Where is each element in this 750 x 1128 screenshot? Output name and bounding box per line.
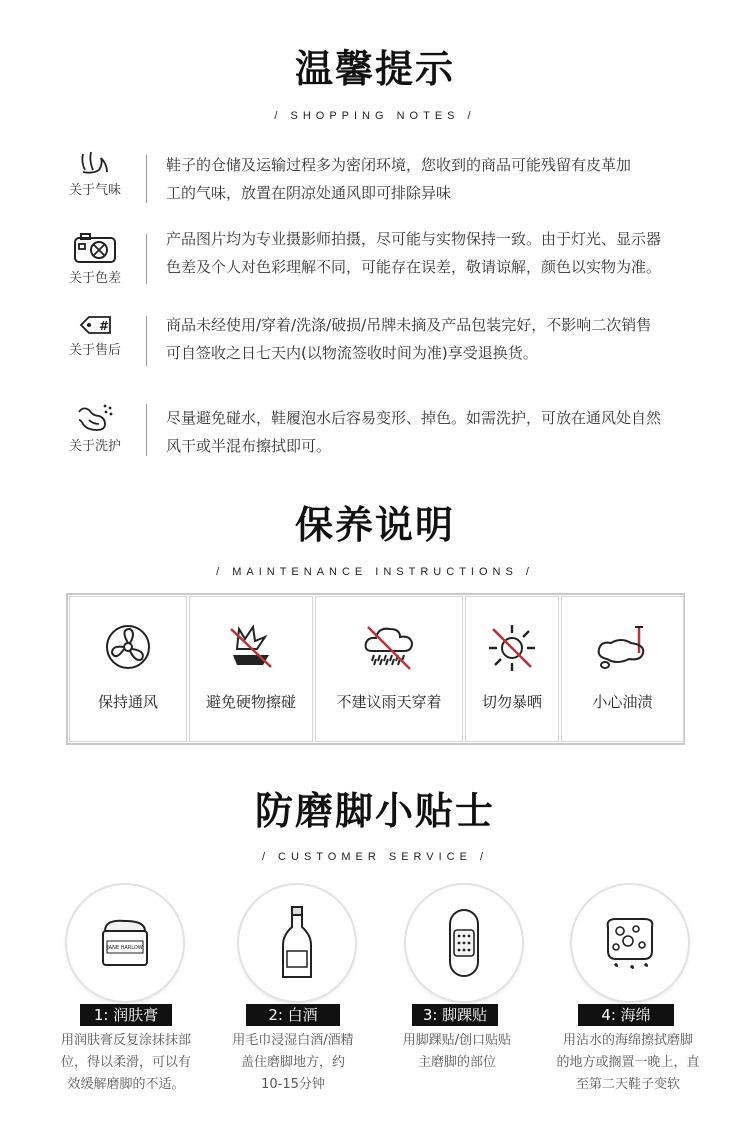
divider [146,404,147,456]
maintenance-item [466,597,558,741]
oil-stain-icon [595,623,651,671]
tip-image [572,885,688,1001]
fan-icon [104,623,152,671]
maintenance-label: 切勿暴晒 [481,693,542,711]
odor-icon [77,150,113,176]
no-hard-object-icon [225,623,277,671]
maintenance-panel [66,593,685,745]
note-odor [58,150,132,198]
tip-label: 4: 海绵 [578,1004,674,1026]
note-label: 关于气味 [68,183,121,198]
camera-icon [73,232,117,264]
svg-text:#: # [99,319,110,333]
tip-text: 用毛巾浸湿白酒/酒精 盖住磨脚地方，约 10-15分钟 [232,1033,354,1092]
note-label: 关于洗护 [68,439,121,454]
maintenance-item [562,597,683,741]
maintenance-subtitle: / MAINTENANCE INSTRUCTIONS / [216,566,534,578]
maintenance-label: 保持通风 [97,693,158,711]
tip-image [406,885,522,1001]
maintenance-item [70,597,186,741]
note-text: 商品未经使用/穿着/洗涤/破损/吊牌未摘及产品包装完好，不影响二次销售 可自签收之日七天内(以物流签收时间为准)享受退换货。 [166,316,652,362]
notes-subtitle: / SHOPPING NOTES / [274,110,476,122]
tip-text: 用沾水的海绵擦拭磨脚 的地方或搁置一晚上，直 至第二天鞋子变软 [556,1033,700,1092]
tip-label: 2: 白酒 [246,1004,340,1026]
tip-image [67,885,183,1001]
tip-text: 用脚踝贴/创口贴贴 主磨脚的部位 [402,1033,512,1070]
divider [146,234,147,284]
note-text: 产品图片均为专业摄影师拍摄，尽可能与实物保持一致。由于灯光、显示器 色差及个人对色彩理解不同，可能存在误差，敬请谅解，颜色以实物为准。 [166,230,662,276]
maintenance-label: 避免硬物擦碰 [205,693,296,711]
tips-subtitle: / CUSTOMER SERVICE / [261,851,489,863]
jar-label: JANE HARLOW [107,945,143,951]
tip-label: 1: 润肤膏 [80,1004,172,1026]
divider [146,155,147,203]
maintenance-item [190,597,312,741]
note-text: 鞋子的仓储及运输过程多为密闭环境，您收到的商品可能残留有皮革加 工的气味，放置在阴凉处通风即可排除异味 [166,156,632,202]
no-sun-icon [487,623,537,673]
tip-text: 用润肤膏反复涂抹抹部 位，得以柔滑，可以有 效缓解磨脚的不适。 [60,1033,191,1092]
note-color [58,232,132,286]
divider [146,316,147,366]
sponge-icon [598,913,662,973]
note-washing [58,402,132,454]
maintenance-label: 小心油渍 [592,693,653,711]
cream-jar-icon [95,913,155,973]
maintenance-item [316,597,462,741]
notes-title: 温馨提示 [294,47,455,91]
no-rain-icon [362,623,416,671]
tips-title: 防磨脚小贴士 [254,789,495,833]
tip-label: 3: 脚踝贴 [412,1004,498,1026]
tag-icon [77,314,113,336]
tip-image [239,885,355,1001]
note-label: 关于色差 [68,271,121,286]
maintenance-title: 保养说明 [294,503,455,547]
note-after-sales [58,314,132,358]
liquor-bottle-icon [277,905,317,981]
washing-icon [75,402,115,432]
note-label: 关于售后 [68,343,121,358]
note-text: 尽量避免碰水，鞋履泡水后容易变形、掉色。如需洗护，可放在通风处自然 风干或半混布擦拭即可。 [166,409,662,455]
maintenance-label: 不建议雨天穿着 [336,693,442,711]
bandage-icon [444,908,484,978]
